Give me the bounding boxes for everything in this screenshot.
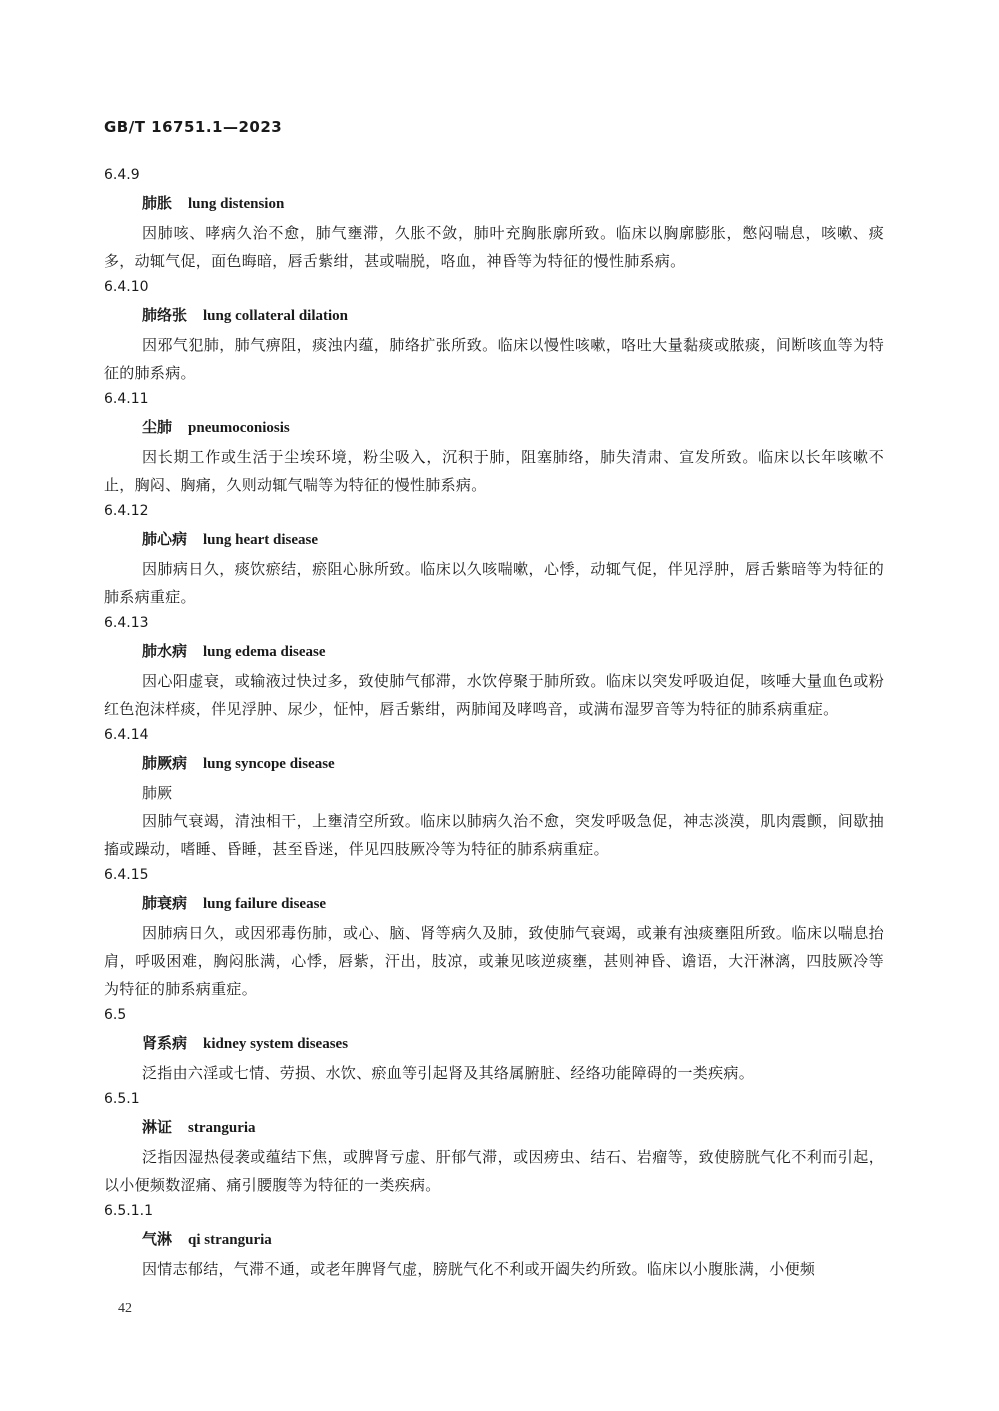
term-definition: 因长期工作或生活于尘埃环境，粉尘吸入，沉积于肺，阻塞肺络，肺失清肃、宣发所致。临床以长年咳嗽不止，胸闷、胸痛，久则动辄气喘等为特征的慢性肺系病。 [104,448,884,494]
term-definition: 因肺病日久，或因邪毒伤肺，或心、脑、肾等病久及肺，致使肺气衰竭，或兼有浊痰壅阻所致。临床以喘息抬肩，呼吸困难，胸闷胀满，心悸，唇紫，汗出，肢凉，或兼见咳逆痰壅，甚则神昏、谵语，大汗淋漓，四肢厥冷等为特征的肺系病重症。 [104,924,884,998]
term-chinese: 肺心病 [142,530,188,548]
entry-6-4-12 [104,499,884,611]
term-chinese: 肺厥病 [142,754,188,772]
entry-6-4-13 [104,611,884,723]
entry-number: 6.5.1.1 [104,1203,153,1219]
entry-number: 6.5.1 [104,1091,140,1107]
entry-number: 6.4.12 [104,503,149,519]
term-english: qi stranguria [188,1232,272,1248]
entry-6-4-10 [104,275,884,387]
term-chinese: 气淋 [142,1230,173,1248]
term-english: pneumoconiosis [188,420,290,436]
term-chinese: 尘肺 [142,418,173,436]
term-english: lung distension [188,196,285,212]
term-heading [104,300,884,331]
term-heading [104,188,884,219]
term-english: lung edema disease [203,644,326,660]
term-heading [104,1224,884,1255]
term-alias: 肺厥 [142,784,173,802]
term-definition: 因肺咳、哮病久治不愈，肺气壅滞，久胀不敛，肺叶充胸胀廓所致。临床以胸廓膨胀，憋闷喘息，咳嗽、痰多，动辄气促，面色晦暗，唇舌紫绀，甚或喘脱，咯血，神昏等为特征的慢性肺系病。 [104,224,884,270]
term-definition: 泛指由六淫或七情、劳损、水饮、瘀血等引起肾及其络属腑脏、经络功能障碍的一类疾病。 [142,1064,755,1082]
term-chinese: 肺衰病 [142,894,188,912]
entry-6-4-9 [104,163,884,275]
entry-number: 6.4.15 [104,867,149,883]
term-heading [104,524,884,555]
term-definition: 因肺气衰竭，清浊相干，上壅清空所致。临床以肺病久治不愈，突发呼吸急促，神志淡漠，肌肉震颤，间歇抽搐或躁动，嗜睡、昏睡，甚至昏迷，伴见四肢厥冷等为特征的肺系病重症。 [104,812,884,858]
term-definition: 泛指因湿热侵袭或蕴结下焦，或脾肾亏虚、肝郁气滞，或因痨虫、结石、岩瘤等，致使膀胱气化不利而引起，以小便频数涩痛、痛引腰腹等为特征的一类疾病。 [104,1148,884,1194]
term-chinese: 淋证 [142,1118,173,1136]
entry-6-5 [104,1003,884,1087]
entry-6-4-11 [104,387,884,499]
term-heading [104,412,884,443]
entry-number: 6.4.9 [104,167,140,183]
term-definition: 因心阳虚衰，或输液过快过多，致使肺气郁滞，水饮停聚于肺所致。临床以突发呼吸迫促，咳唾大量血色或粉红色泡沫样痰，伴见浮肿、尿少，怔忡，唇舌紫绀，两肺闻及哮鸣音，或满布湿罗音等为特征的肺系病重症。 [104,672,884,718]
term-definition: 因情志郁结，气滞不通，或老年脾肾气虚，膀胱气化不利或开阖失约所致。临床以小腹胀满，小便频 [142,1260,816,1278]
entry-number: 6.5 [104,1007,127,1023]
term-definition: 因邪气犯肺，肺气痹阻，痰浊内蕴，肺络扩张所致。临床以慢性咳嗽，咯吐大量黏痰或脓痰，间断咳血等为特征的肺系病。 [104,336,884,382]
term-heading [104,1112,884,1143]
term-english: kidney system diseases [203,1036,349,1052]
term-english: lung heart disease [203,532,319,548]
standard-number-header: GB/T 16751.1—2023 [104,118,283,136]
term-chinese: 肺水病 [142,642,188,660]
term-heading [104,888,884,919]
document-body [104,163,884,1283]
term-english: lung syncope disease [203,756,335,772]
entry-number: 6.4.11 [104,391,149,407]
term-heading [104,636,884,667]
entry-number: 6.4.13 [104,615,149,631]
term-english: lung failure disease [203,896,327,912]
term-english: stranguria [188,1120,256,1136]
term-heading [104,748,884,779]
term-definition: 因肺病日久，痰饮瘀结，瘀阻心脉所致。临床以久咳喘嗽，心悸，动辄气促，伴见浮肿，唇舌紫暗等为特征的肺系病重症。 [104,560,884,606]
term-chinese: 肾系病 [142,1034,188,1052]
term-english: lung collateral dilation [203,308,349,324]
entry-6-4-14 [104,723,884,863]
entry-number: 6.4.14 [104,727,149,743]
entry-number: 6.4.10 [104,279,149,295]
entry-6-5-1-1 [104,1199,884,1283]
term-chinese: 肺络张 [142,306,188,324]
page-number: 42 [118,1301,132,1316]
term-chinese: 肺胀 [142,194,173,212]
entry-6-5-1 [104,1087,884,1199]
term-heading [104,1028,884,1059]
entry-6-4-15 [104,863,884,1003]
